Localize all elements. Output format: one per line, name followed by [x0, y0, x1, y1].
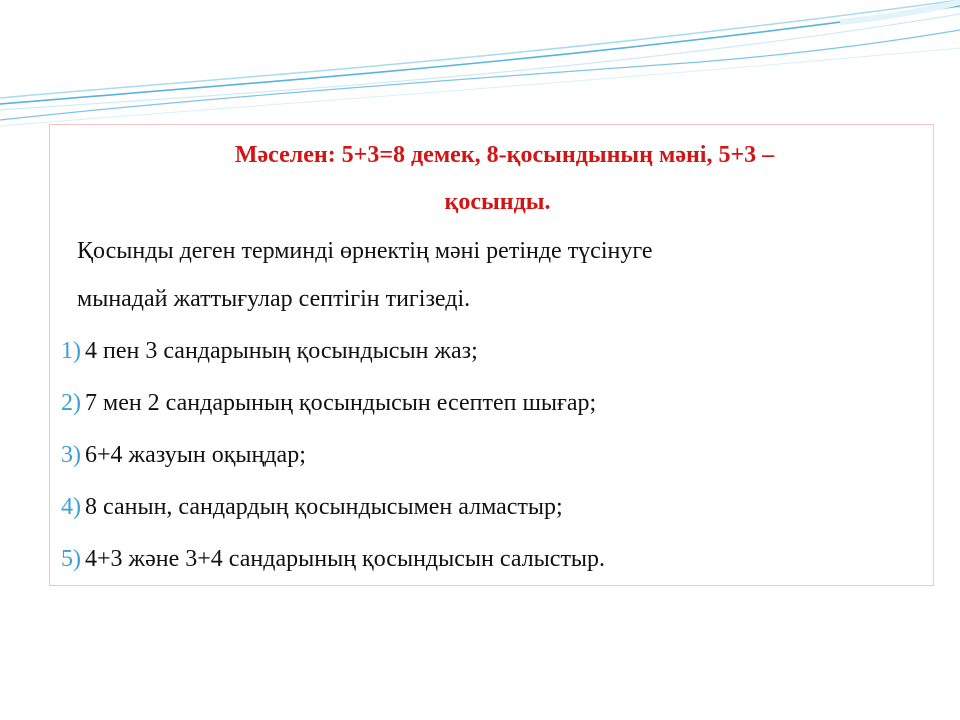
list-item-text: 8 санын, сандардың қосындысымен алмастыр; [85, 494, 563, 520]
list-item-number: 2) [61, 390, 81, 416]
heading-line-2: қосынды. [444, 189, 551, 215]
list-item [61, 336, 478, 366]
paragraph-line-2: мынадай жаттығулар септігін тигізеді. [77, 286, 471, 312]
paragraph-line-1: Қосынды деген терминді өрнектің мәні ретінде түсінуге [77, 238, 653, 264]
list-item-text: 4+3 және 3+4 сандарының қосындысын салыстыр. [85, 546, 606, 572]
list-item-number: 4) [61, 494, 81, 520]
list-item-number: 1) [61, 338, 81, 364]
list-item-text: 7 мен 2 сандарының қосындысын есептеп шығар; [85, 390, 597, 416]
list-item [61, 492, 563, 522]
list-item-text: 4 пен 3 сандарының қосындысын жаз; [85, 338, 478, 364]
heading-line-1: Мәселен: 5+3=8 демек, 8-қосындының мәні, 5+3 – [234, 142, 775, 168]
list-item [61, 440, 306, 470]
list-item-number: 5) [61, 546, 81, 572]
list-item [61, 388, 596, 418]
list-item-number: 3) [61, 442, 81, 468]
list-item [61, 544, 605, 574]
decorative-waves [0, 0, 960, 130]
list-item-text: 6+4 жазуын оқыңдар; [85, 442, 306, 468]
content-box [49, 124, 934, 586]
